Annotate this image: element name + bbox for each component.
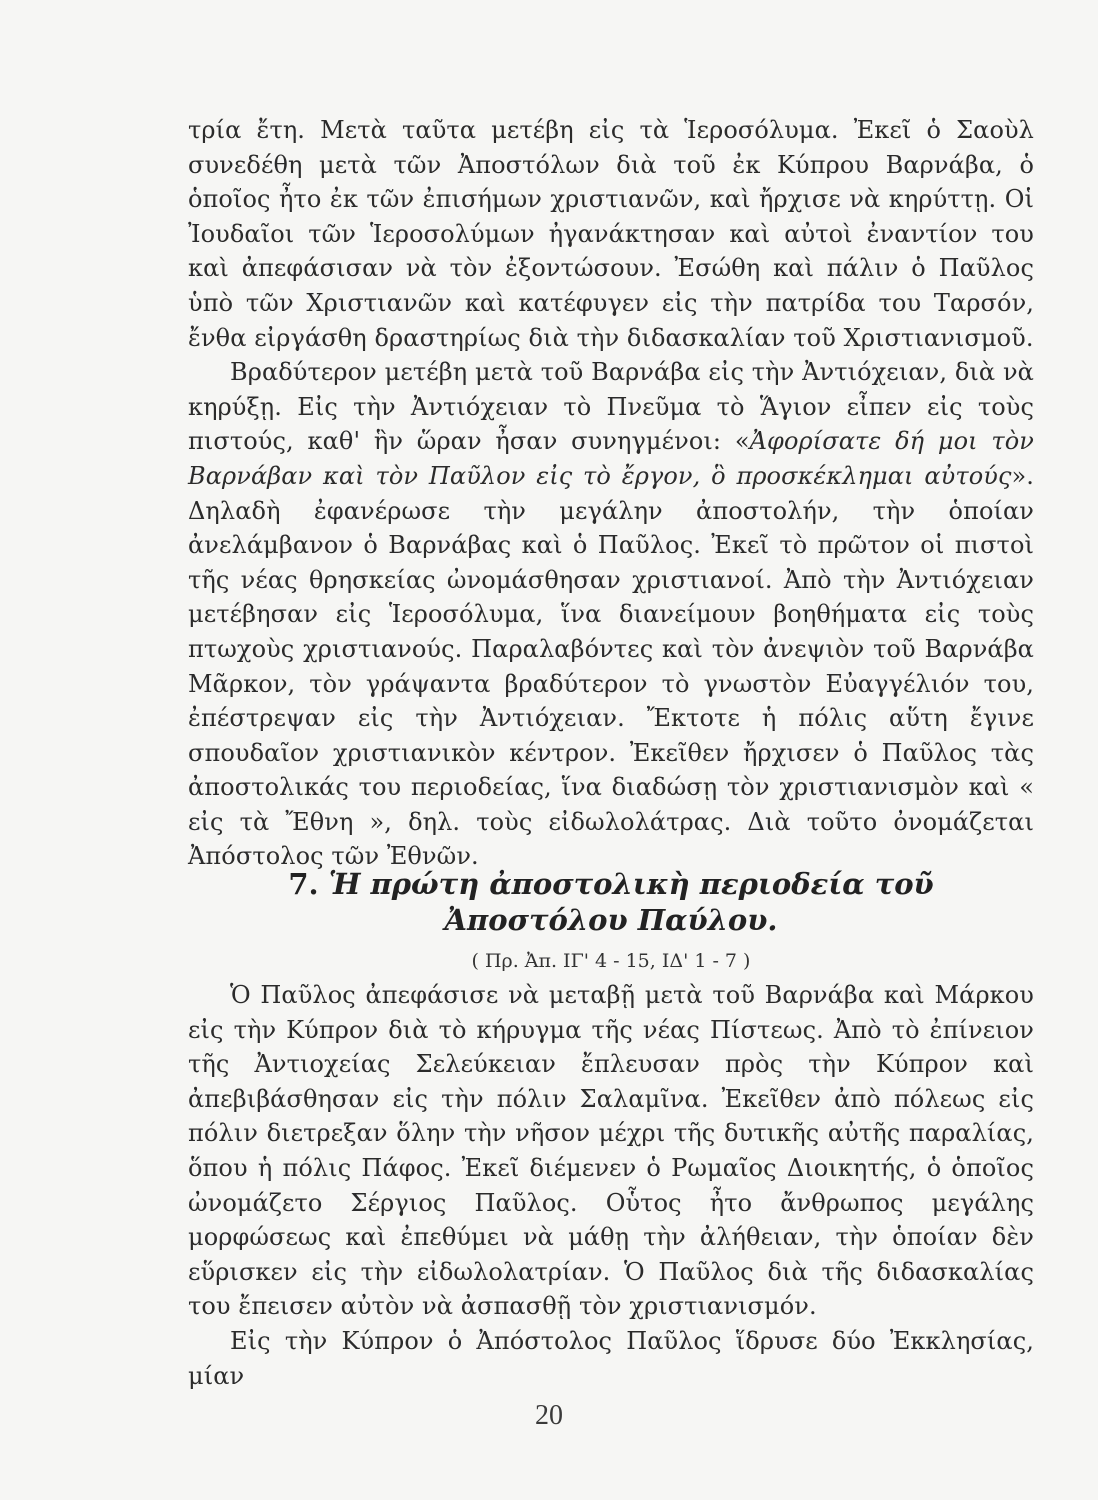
paragraph-3-text: Ὁ Παῦλος ἀπεφάσισε νὰ μεταβῇ μετὰ τοῦ Βαρνάβα καὶ Μάρκου εἰς τὴν Κύπρον διὰ τὸ κήρυγμα τῆς νέας Πίστεως. Ἀπὸ τὸ ἐπίνειον τῆς Ἀντιοχείας Σελεύκειαν ἔπλευσαν πρὸς τὴν Κύπρον καὶ ἀπεβιβάσθησαν εἰς τὴν πόλιν Σαλαμῖνα. Ἐκεῖθεν ἀπὸ πόλεως εἰς πόλιν διετρεξαν ὅλην τὴν νῆσον μέχρι τῆς δυτικῆς αὐτῆς παραλίας, ὅπου ἡ πόλις Πάφος. Ἐκεῖ διέμενεν ὁ Ρωμαῖος Διοικητής, ὁ ὁποῖος ὠνομάζετο Σέργιος Παῦλος. Οὗτος ἦτο ἄνθρωπος μεγάλης μορφώσεως καὶ ἐπεθύμει νὰ μάθῃ τὴν ἀλήθειαν, τὴν ὁποίαν δὲν εὕρισκεν εἰς τὴν εἰδωλολατρίαν. Ὁ Παῦλος διὰ τῆς διδασκαλίας του ἔπεισεν αὐτὸν νὰ ἀσπασθῇ τὸν χριστιανισμόν.	[188, 981, 1034, 1321]
section-title-line-1: Ἡ πρώτη ἀποστολικὴ περιοδεία τοῦ	[328, 867, 934, 901]
section-heading-line-1	[188, 866, 1034, 902]
paragraph-3	[188, 978, 1034, 1324]
paragraph-4	[188, 1324, 1034, 1393]
paragraph-2-text-a: Βραδύτερον μετέβη μετὰ τοῦ Βαρνάβα εἰς τὴν Ἀντιόχειαν, διὰ νὰ κηρύξῃ. Εἰς τὴν Ἀντιόχειαν τὸ Πνεῦμα τὸ Ἅγιον εἶπεν εἰς τοὺς πιστούς, καθ' ἣν ὥραν ἦσαν συνηγμένοι: «	[188, 358, 1034, 456]
section-heading	[188, 866, 1034, 938]
paragraph-4-text: Εἰς τὴν Κύπρον ὁ Ἀπόστολος Παῦλος ἵδρυσε δύο Ἐκκλησίας, μίαν	[188, 1326, 1034, 1390]
section-number: 7.	[288, 867, 319, 901]
text-block-bottom	[188, 978, 1034, 1393]
paragraph-2	[188, 355, 1034, 874]
paragraph-2-text-b: ». Δηλαδὴ ἐφανέρωσε τὴν μεγάλην ἀποστολήν, τὴν ὁποίαν ἀνελάμβανον ὁ Βαρνάβας καὶ ὁ Παῦλος. Ἐκεῖ τὸ πρῶτον οἱ πιστοὶ τῆς νέας θρησκείας ὠνομάσθησαν χριστιανοί. Ἀπὸ τὴν Ἀντιόχειαν μετέβησαν εἰς Ἱεροσόλυμα, ἵνα διανείμουν βοηθήματα εἰς τοὺς πτωχοὺς χριστιανούς. Παραλαβόντες καὶ τὸν ἀνεψιὸν τοῦ Βαρνάβα Μᾶρκον, τὸν γράψαντα βραδύτερον τὸ γνωστὸν Εὐαγγέλιόν του, ἐπέστρεψαν εἰς τὴν Ἀντιόχειαν. Ἔκτοτε ἡ πόλις αὕτη ἔγινε σπουδαῖον χριστιανικὸν κέντρον. Ἐκεῖθεν ἤρχισεν ὁ Παῦλος τὰς ἀποστολικάς του περιοδείας, ἵνα διαδώσῃ τὸν χριστιανισμὸν καὶ « εἰς τὰ Ἔθνη », δηλ. τοὺς εἰδωλολάτρας. Διὰ τοῦτο ὀνομάζεται Ἀπόστολος τῶν Ἐθνῶν.	[188, 461, 1034, 871]
section-citation: ( Πρ. Ἀπ. ΙΓ' 4 - 15, ΙΔ' 1 - 7 )	[471, 950, 751, 972]
text-block-top	[188, 113, 1034, 874]
page-number: 20	[535, 1400, 563, 1431]
paragraph-1-text: τρία ἔτη. Μετὰ ταῦτα μετέβη εἰς τὰ Ἱεροσόλυμα. Ἐκεῖ ὁ Σαοὺλ συνεδέθη μετὰ τῶν Ἀποστόλων διὰ τοῦ ἐκ Κύπρου Βαρνάβα, ὁ ὁποῖος ἦτο ἐκ τῶν ἐπισήμων χριστιανῶν, καὶ ἤρχισε νὰ κηρύττῃ. Οἱ Ἰουδαῖοι τῶν Ἱεροσολύμων ἠγανάκτησαν καὶ αὐτοὶ ἐναντίον του καὶ ἀπεφάσισαν νὰ τὸν ἐξοντώσουν. Ἐσώθη καὶ πάλιν ὁ Παῦλος ὑπὸ τῶν Χριστιανῶν καὶ κατέφυγεν εἰς τὴν πατρίδα του Ταρσόν, ἔνθα εἰργάσθη δραστηρίως διὰ τὴν διδασκαλίαν τοῦ Χριστιανισμοῦ.	[188, 116, 1034, 352]
paragraph-1	[188, 113, 1034, 355]
paragraph-2-quote: Ἀφορίσατε δή μοι τὸν Βαρνάβαν καὶ τὸν Παῦλον εἰς τὸ ἔργον, ὃ προσκέκλημαι αὐτούς	[188, 427, 1034, 490]
section-title-line-2: Ἀποστόλου Παύλου.	[444, 903, 778, 937]
